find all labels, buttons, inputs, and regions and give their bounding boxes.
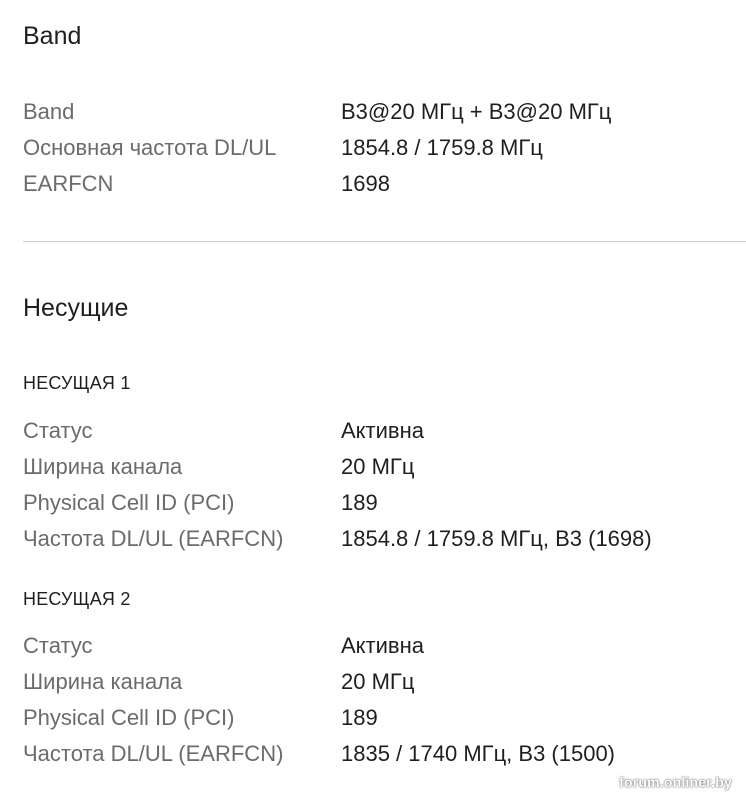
frequency-value: 1854.8 / 1759.8 МГц, B3 (1698) <box>341 526 652 551</box>
bandwidth-value: 20 МГц <box>341 454 415 479</box>
frequency-label: Частота DL/UL (EARFCN) <box>23 526 284 551</box>
carrier-2-heading: НЕСУЩАЯ 2 <box>23 589 131 609</box>
watermark: forum.onliner.by <box>619 774 732 790</box>
pci-label: Physical Cell ID (PCI) <box>23 705 235 730</box>
bandwidth-label: Ширина канала <box>23 669 183 694</box>
band-value: B3@20 МГц + B3@20 МГц <box>341 99 612 124</box>
carrier-1-pci-row <box>0 488 746 518</box>
carrier-1-frequency-row <box>0 524 746 554</box>
status-value: Активна <box>341 418 424 443</box>
carrier-2-bandwidth-row <box>0 667 746 697</box>
carrier-1-status-row <box>0 416 746 446</box>
earfcn-value: 1698 <box>341 171 390 196</box>
frequency-value: 1835 / 1740 МГц, B3 (1500) <box>341 741 616 766</box>
status-value: Активна <box>341 633 424 658</box>
main-frequency-row <box>0 133 746 163</box>
pci-value: 189 <box>341 490 378 515</box>
pci-label: Physical Cell ID (PCI) <box>23 490 235 515</box>
frequency-label: Частота DL/UL (EARFCN) <box>23 741 284 766</box>
bandwidth-value: 20 МГц <box>341 669 415 694</box>
earfcn-row <box>0 169 746 199</box>
carriers-section-title: Несущие <box>23 294 129 322</box>
carrier-2-frequency-row <box>0 739 746 769</box>
status-label: Статус <box>23 633 93 658</box>
main-frequency-value: 1854.8 / 1759.8 МГц <box>341 135 543 160</box>
carrier-2-status-row <box>0 631 746 661</box>
carrier-2-pci-row <box>0 703 746 733</box>
band-row <box>0 97 746 127</box>
carrier-1-heading: НЕСУЩАЯ 1 <box>23 373 131 393</box>
carrier-1-bandwidth-row <box>0 452 746 482</box>
main-frequency-label: Основная частота DL/UL <box>23 135 277 160</box>
band-label: Band <box>23 99 75 124</box>
status-label: Статус <box>23 418 93 443</box>
pci-value: 189 <box>341 705 378 730</box>
bandwidth-label: Ширина канала <box>23 454 183 479</box>
earfcn-label: EARFCN <box>23 171 114 196</box>
section-divider <box>23 241 746 242</box>
band-section-title: Band <box>23 22 82 50</box>
